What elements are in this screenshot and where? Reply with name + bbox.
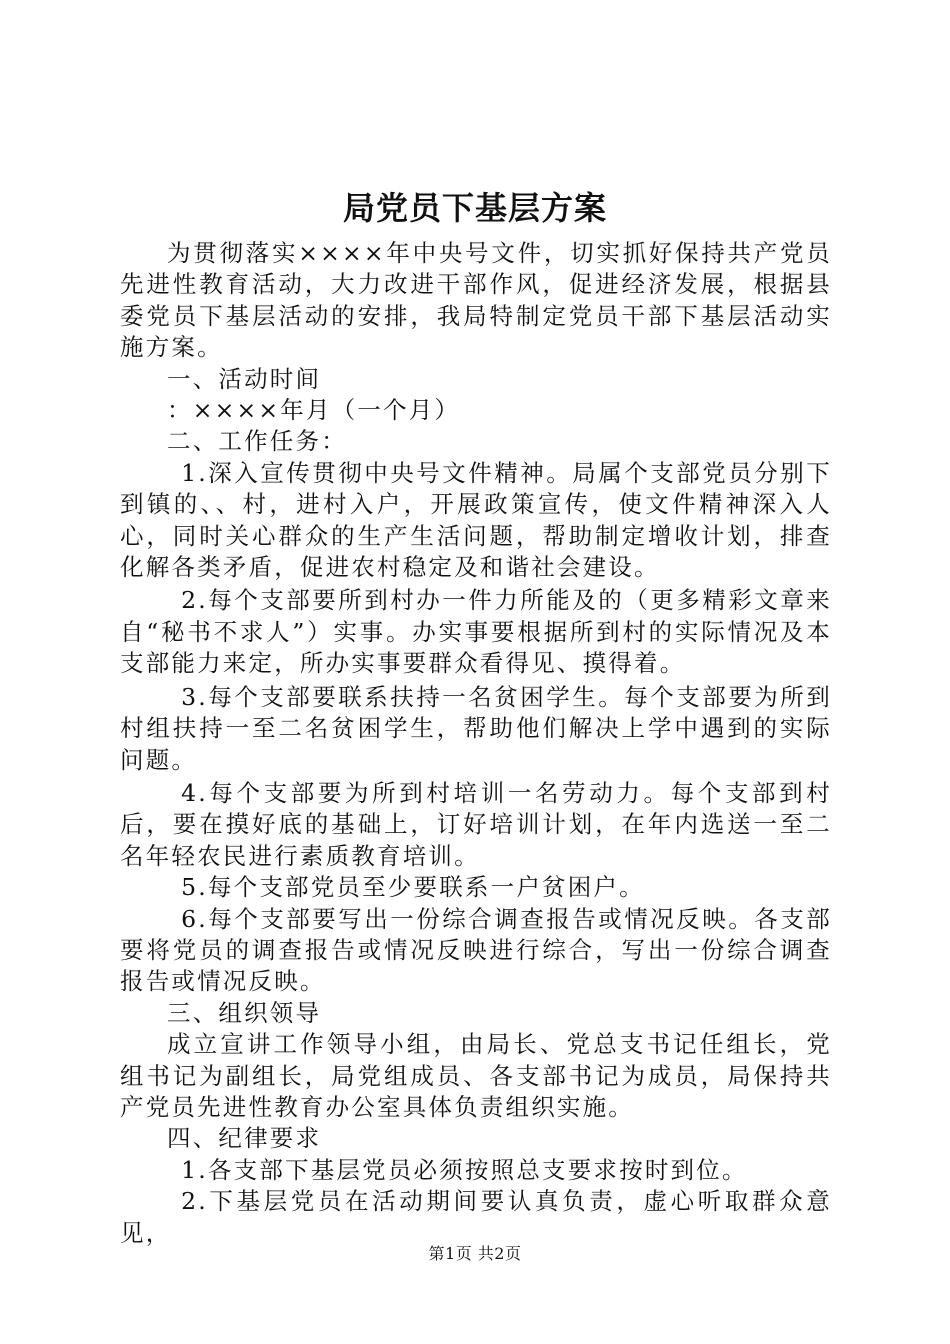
- task-item-3: 3.每个支部要联系扶持一名贫困学生。每个支部要为所到村组扶持一至二名贫困学生，帮助他们解决上学中遇到的实际问题。: [120, 682, 832, 774]
- task-item-4: 4.每个支部要为所到村培训一名劳动力。每个支部到村后，要在摸好底的基础上，订好培训计划，在年内选送一至二名年轻农民进行素质教育培训。: [120, 778, 832, 870]
- section-heading-tasks: 二、工作任务：: [167, 427, 347, 456]
- discipline-item-2: 2.下基层党员在活动期间要认真负责，虚心听取群众意见，: [120, 1187, 832, 1247]
- document-body: [120, 238, 832, 1249]
- task-item-2: 2.每个支部要所到村办一件力所能及的（更多精彩文章来自“秘书不求人”）实事。办实事要根据所到村的实际情况及本支部能力来定，所办实事要群众看得见、摸得着。: [120, 586, 832, 678]
- task-item-1: 1.深入宣传贯彻中央号文件精神。局属个支部党员分别下到镇的、、村，进村入户，开展政策宣传，使文件精神深入人心，同时关心群众的生产生活问题，帮助制定增收计划，排查化解各类矛盾，促进农村稳定及和谐社会建设。: [120, 458, 832, 582]
- intro-paragraph: 为贯彻落实××××年中央号文件，切实抓好保持共产党员先进性教育活动，大力改进干部作风，促进经济发展，根据县委党员下基层活动的安排，我局特制定党员干部下基层活动实施方案。: [120, 239, 832, 362]
- task-item-6: 6.每个支部要写出一份综合调查报告或情况反映。各支部要将党员的调查报告或情况反映进行综合，写出一份综合调查报告或情况反映。: [120, 904, 832, 996]
- section-heading-time: 一、活动时间: [167, 364, 322, 393]
- document-title: 局党员下基层方案: [342, 189, 607, 227]
- time-detail: ：××××年月（一个月）: [167, 396, 461, 425]
- discipline-item-1: 1.各支部下基层党员必须按照总支要求按时到位。: [181, 1155, 748, 1184]
- section-heading-discipline: 四、纪律要求: [167, 1124, 322, 1153]
- task-item-5: 5.每个支部党员至少要联系一户贫困户。: [181, 873, 645, 902]
- page-indicator: 第1页 共2页: [428, 1244, 522, 1263]
- organization-paragraph: 成立宣讲工作领导小组，由局长、党总支书记任组长，党组书记为副组长，局党组成员、各支部书记为成员，局保持共产党员先进性教育办公室具体负责组织实施。: [120, 1030, 832, 1121]
- section-heading-organization: 三、组织领导: [167, 998, 322, 1027]
